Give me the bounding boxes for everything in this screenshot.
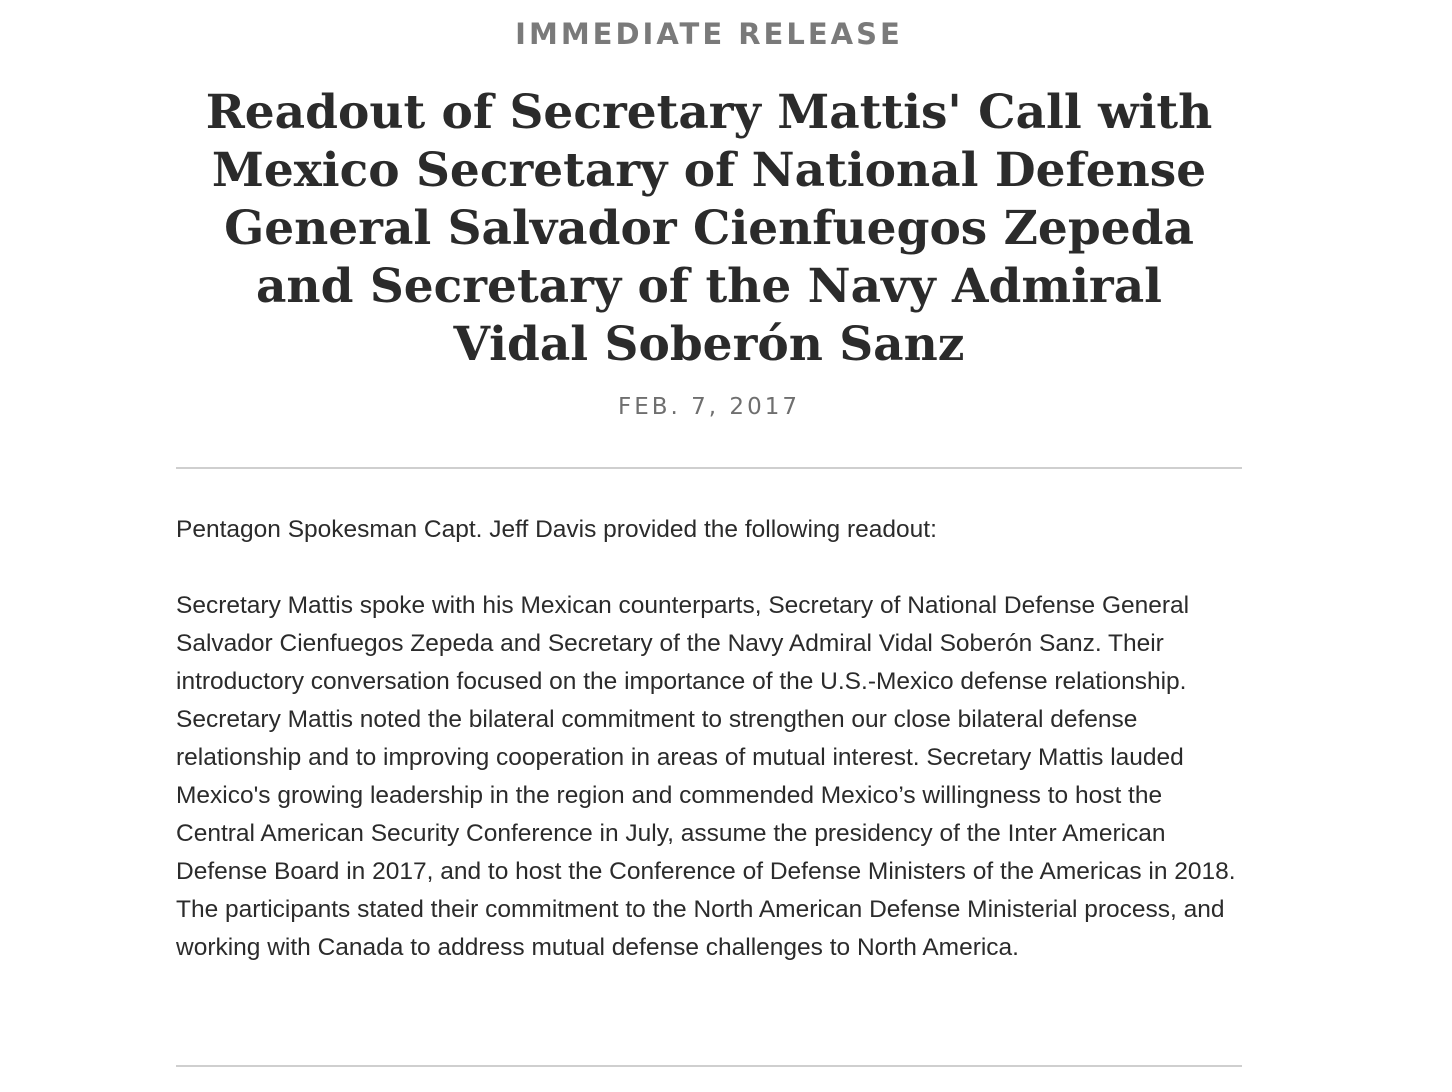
article-body (176, 511, 1246, 967)
bottom-divider (176, 1065, 1242, 1067)
intro-paragraph: Pentagon Spokesman Capt. Jeff Davis provided the following readout: (176, 516, 937, 543)
release-type-label: IMMEDIATE RELEASE (515, 17, 903, 51)
page-title: Readout of Secretary Mattis' Call with Mexico Secretary of National Defense General Salvador Cienfuegos Zepeda and Secretary of the Navy Admiral Vidal Soberón Sanz (205, 85, 1213, 372)
readout-paragraph: Secretary Mattis spoke with his Mexican counterparts, Secretary of National Defense General Salvador Cienfuegos Zepeda and Secretary of the Navy Admiral Vidal Soberón Sanz. Their introductory conversation focused on the importance of the U.S.-Mexico defense relationship. Secretary Mattis noted the bilateral commitment to strengthen our close bilateral defense relationship and to improving cooperation in areas of mutual interest. Secretary Mattis lauded Mexico's growing leadership in the region and commended Mexico’s willingness to host the Central American Security Conference in July, assume the presidency of the Inter American Defense Board in 2017, and to host the Conference of Defense Ministers of the Americas in 2018. The participants stated their commitment to the North American Defense Ministerial process, and working with Canada to address mutual defense challenges to North America. (176, 592, 1236, 961)
top-divider (176, 467, 1242, 469)
release-date: FEB. 7, 2017 (618, 394, 800, 420)
